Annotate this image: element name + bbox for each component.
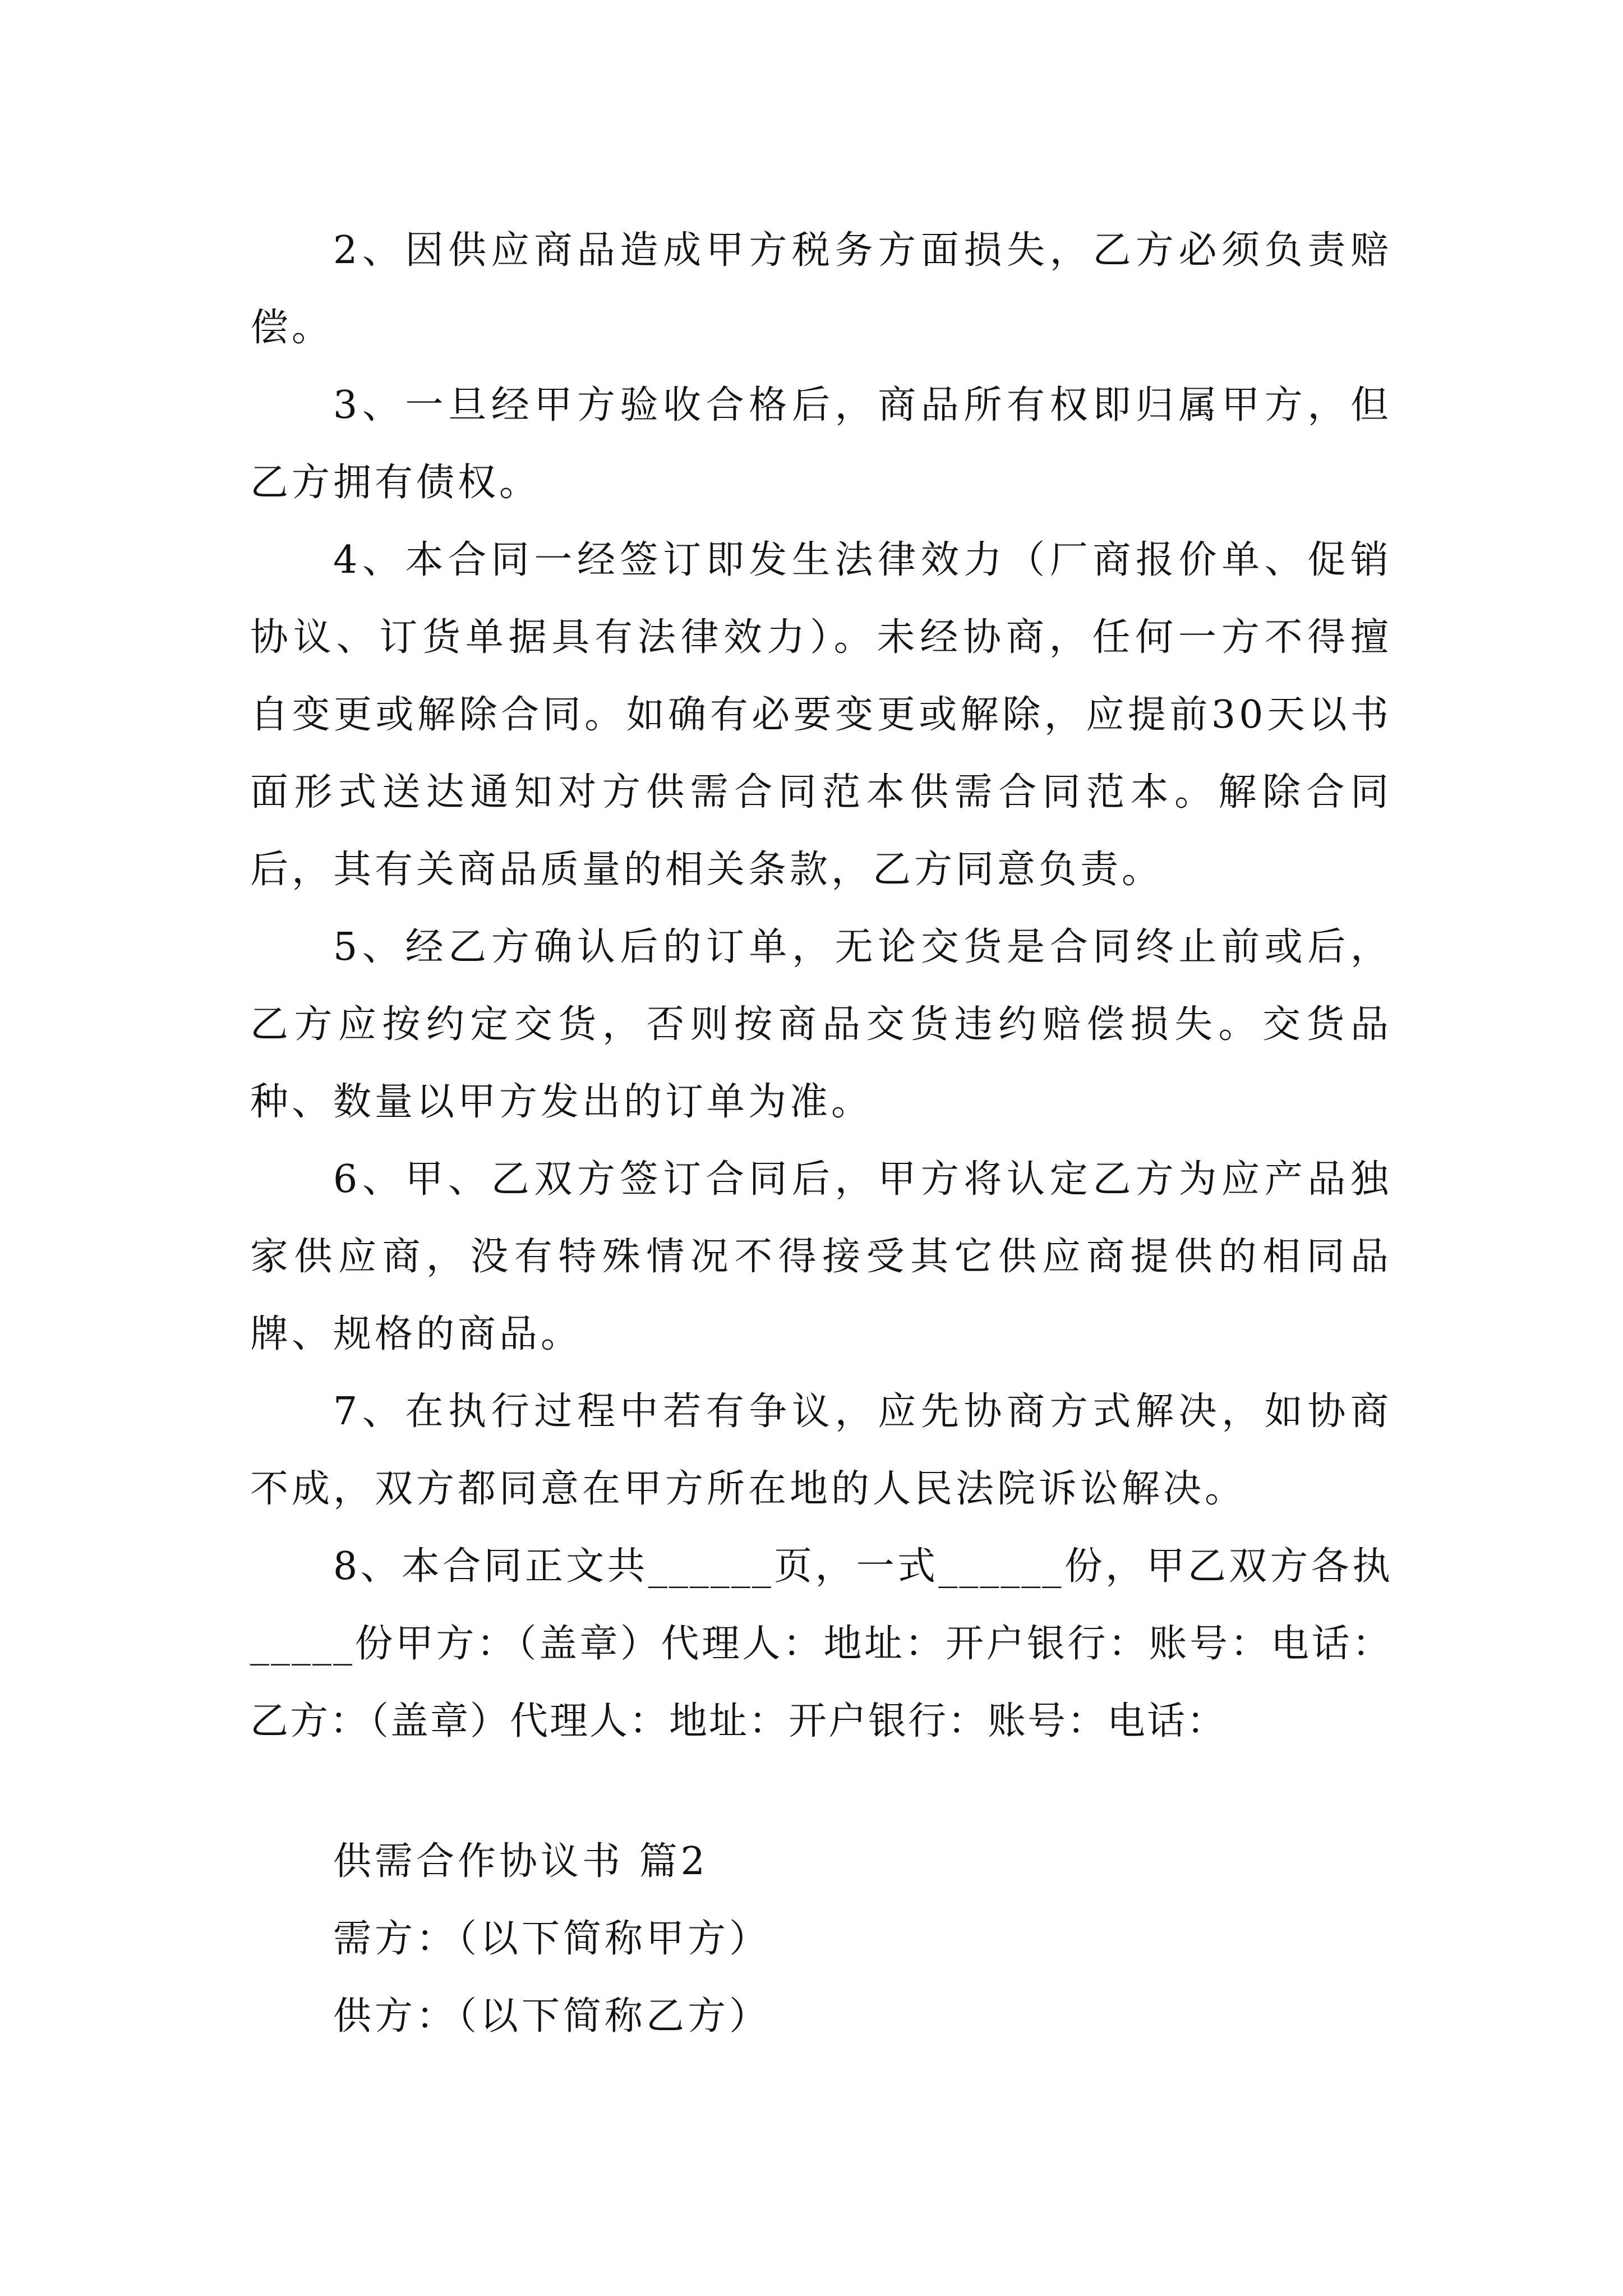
- demand-party-line: 需方：（以下简称甲方）: [333, 1917, 771, 1961]
- section-title: 供需合作协议书 篇2: [333, 1839, 708, 1884]
- clause-4: 4、本合同一经签订即发生法律效力（厂商报价单、促销协议、订货单据具有法律效力）。未经协商，任何一方不得擅自变更或解除合同。如确有必要变更或解除，应提前30天以书面形式送达通知对方供需合同范本供需合同范本。解除合同后，其有关商品质量的相关条款，乙方同意负责。: [250, 538, 1392, 892]
- clause-8: 8、本合同正文共______页，一式______份，甲乙双方各执_____份甲方：（盖章）代理人：地址：开户银行：账号：电话：乙方：（盖章）代理人：地址：开户银行：账号：电话：: [250, 1544, 1392, 1743]
- contract-clauses: [250, 212, 1392, 1760]
- supply-party-line: 供方：（以下简称乙方）: [333, 1994, 771, 2039]
- clause-5: 5、经乙方确认后的订单，无论交货是合同终止前或后，乙方应按约定交货，否则按商品交货违约赔偿损失。交货品种、数量以甲方发出的订单为准。: [250, 925, 1392, 1124]
- agreement-section-2: [250, 1823, 1392, 2055]
- clause-6: 6、甲、乙双方签订合同后，甲方将认定乙方为应产品独家供应商，没有特殊情况不得接受其它供应商提供的相同品牌、规格的商品。: [250, 1157, 1392, 1356]
- clause-3: 3、一旦经甲方验收合格后，商品所有权即归属甲方，但乙方拥有债权。: [250, 383, 1392, 505]
- clause-7: 7、在执行过程中若有争议，应先协商方式解决，如协商不成，双方都同意在甲方所在地的人民法院诉讼解决。: [250, 1389, 1392, 1511]
- clause-2: 2、因供应商品造成甲方税务方面损失，乙方必须负责赔偿。: [250, 228, 1392, 350]
